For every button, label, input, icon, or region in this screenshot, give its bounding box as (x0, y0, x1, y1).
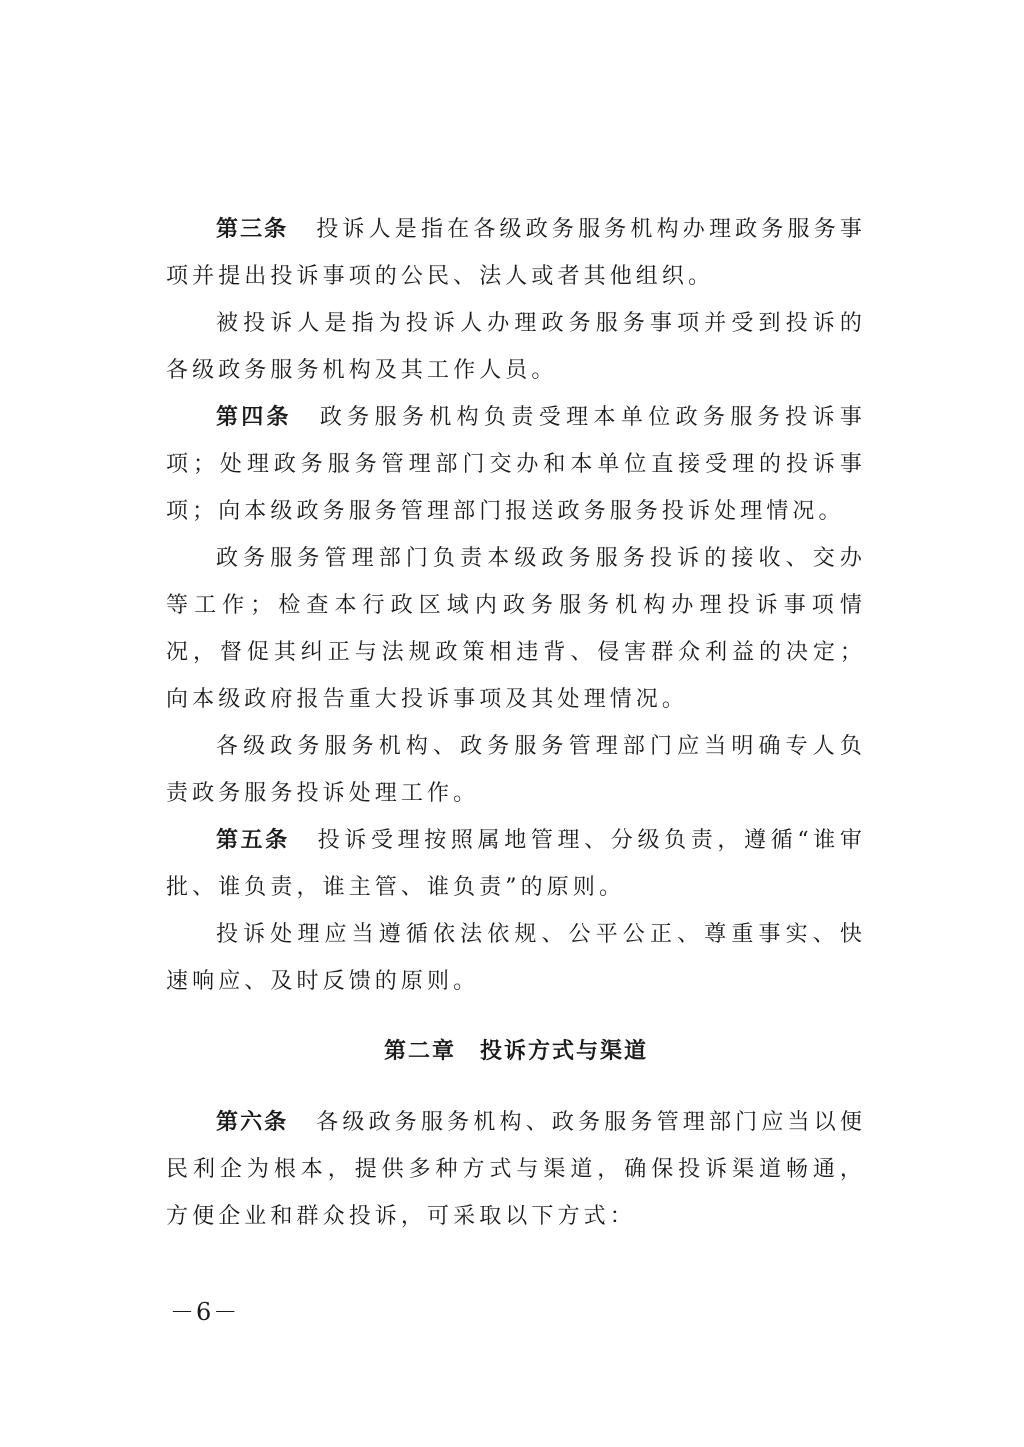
paragraph-text: 各级政务服务机构、政务服务管理部门应当明确专人负责政务服务投诉处理工作。 (166, 734, 866, 806)
document-body (166, 206, 866, 1240)
article-3-paragraph (166, 206, 866, 300)
paragraph (166, 723, 866, 817)
paragraph-text: 投诉处理应当遵循依法依规、公平公正、尊重事实、快速响应、及时反馈的原则。 (166, 922, 866, 994)
paragraph (166, 300, 866, 394)
article-label: 第五条 (216, 827, 290, 853)
paragraph-text: 投诉受理按照属地管理、分级负责，遵循“谁审批、谁负责，谁主管、谁负责”的原则。 (166, 828, 866, 900)
article-label: 第三条 (216, 216, 289, 242)
paragraph-text: 政务服务机构负责受理本单位政务服务投诉事项；处理政务服务管理部门交办和本单位直接受理的投诉事项；向本级政务服务管理部门报送政务服务投诉处理情况。 (166, 405, 866, 524)
paragraph-text: 各级政务服务机构、政务服务管理部门应当以便民利企为根本，提供多种方式与渠道，确保投诉渠道畅通，方便企业和群众投诉，可采取以下方式： (166, 1110, 866, 1229)
article-6-paragraph (166, 1099, 866, 1240)
chapter-title: 投诉方式与渠道 (480, 1038, 649, 1064)
page-number: －6－ (170, 1298, 240, 1326)
paragraph-text: 被投诉人是指为投诉人办理政务服务事项并受到投诉的各级政务服务机构及其工作人员。 (166, 311, 866, 383)
chapter-number: 第二章 (383, 1038, 456, 1064)
paragraph (166, 535, 866, 723)
chapter-heading (166, 1028, 866, 1075)
paragraph-text: 政务服务管理部门负责本级政务服务投诉的接收、交办等工作；检查本行政区域内政务服务机构办理投诉事项情况，督促其纠正与法规政策相违背、侵害群众利益的决定；向本级政府报告重大投诉事项及其处理情况。 (166, 546, 866, 712)
article-label: 第六条 (216, 1109, 289, 1135)
paragraph-text: 投诉人是指在各级政务服务机构办理政务服务事项并提出投诉事项的公民、法人或者其他组织。 (166, 217, 866, 289)
article-4-paragraph (166, 394, 866, 535)
article-label: 第四条 (216, 404, 292, 430)
paragraph (166, 911, 866, 1005)
article-5-paragraph (166, 817, 866, 911)
